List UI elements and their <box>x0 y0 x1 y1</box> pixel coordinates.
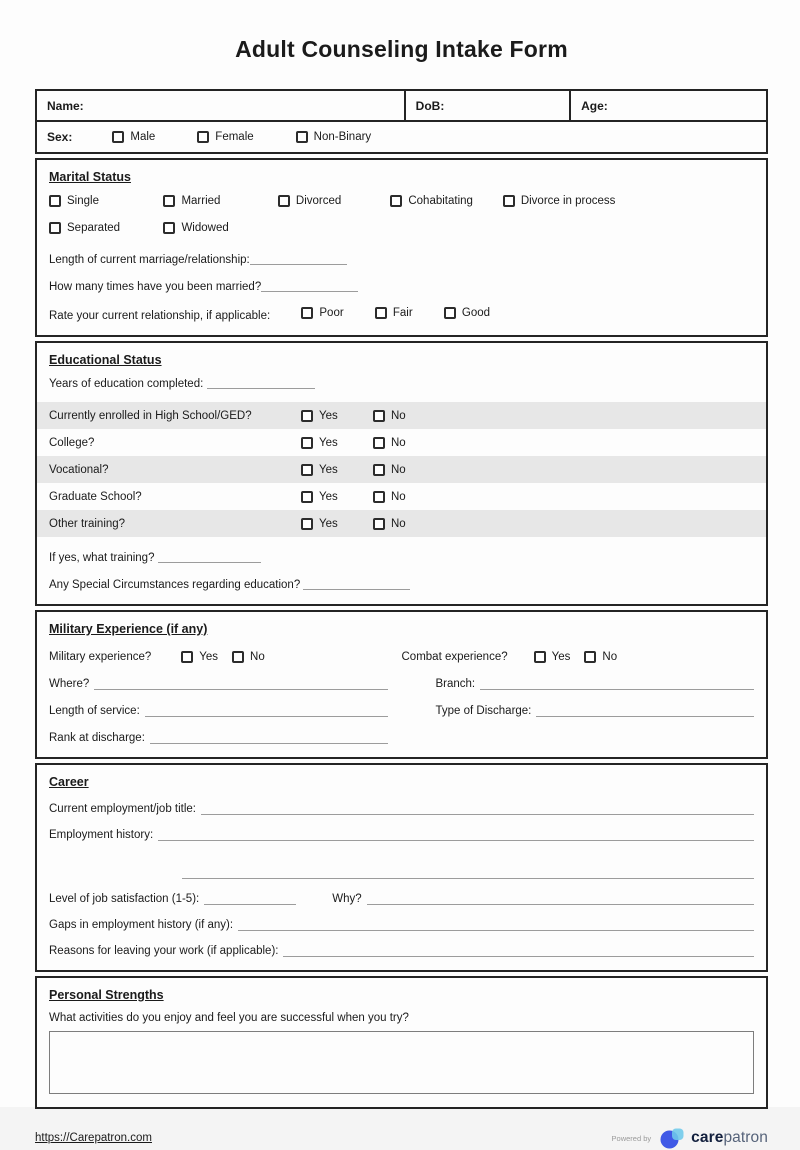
education-row-highschool: Currently enrolled in High School/GED? Yes No <box>37 402 766 429</box>
times-married-field[interactable] <box>261 280 358 292</box>
personal-strengths-section <box>35 976 768 1109</box>
carepatron-logo-icon <box>659 1126 687 1150</box>
relationship-rating-label: Rate your current relationship, if applicable: <box>49 310 271 322</box>
rating-option-fair: Fair <box>375 307 413 319</box>
combat-no-checkbox[interactable] <box>584 651 596 663</box>
where-branch-row <box>49 678 754 690</box>
sex-option-male <box>112 131 155 143</box>
powered-by-block <box>612 1126 768 1150</box>
educational-status-heading: Educational Status <box>49 353 162 367</box>
college-no-checkbox[interactable] <box>373 437 385 449</box>
current-employment-line <box>49 803 754 815</box>
current-employment-label: Current employment/job title: <box>49 803 197 815</box>
times-married-label: How many times have you been married? <box>49 281 262 293</box>
fair-checkbox[interactable] <box>375 307 387 319</box>
marriage-length-line <box>49 253 754 266</box>
graduate-no-checkbox[interactable] <box>373 491 385 503</box>
employment-gaps-line <box>49 919 754 931</box>
discharge-type-label: Type of Discharge: <box>435 705 532 717</box>
career-heading: Career <box>49 775 89 789</box>
strengths-question: What activities do you enjoy and feel you are successful when you try? <box>49 1012 409 1024</box>
special-circumstances-label: Any Special Circumstances regarding education? <box>49 579 301 591</box>
combat-no-option: No <box>584 651 617 663</box>
widowed-checkbox[interactable] <box>163 222 175 234</box>
dob-label: DoB: <box>415 98 445 113</box>
education-row-vocational: Vocational? Yes No <box>37 456 766 483</box>
sex-option-female <box>197 131 253 143</box>
what-training-label: If yes, what training? <box>49 552 155 564</box>
education-row-graduate: Graduate School? Yes No <box>49 490 406 503</box>
marital-status-heading: Marital Status <box>49 170 131 184</box>
years-education-line <box>49 377 754 390</box>
marital-option-divorce-in-process: Divorce in process <box>503 195 616 207</box>
other-training-no-checkbox[interactable] <box>373 518 385 530</box>
military-experience-row <box>49 651 754 663</box>
education-row-other-training: Other training? Yes No <box>37 510 766 537</box>
job-satisfaction-field[interactable] <box>204 893 296 905</box>
rating-option-poor: Poor <box>301 307 343 319</box>
separated-checkbox[interactable] <box>49 222 61 234</box>
powered-by-label: Powered by <box>611 1133 652 1143</box>
military-no-checkbox[interactable] <box>232 651 244 663</box>
leaving-reasons-field[interactable] <box>283 945 754 957</box>
strengths-answer-box[interactable] <box>49 1031 754 1094</box>
carepatron-wordmark: carepatron <box>691 1129 768 1146</box>
military-experience-heading: Military Experience (if any) <box>49 622 208 636</box>
years-education-label: Years of education completed: <box>49 378 204 390</box>
combat-yes-checkbox[interactable] <box>534 651 546 663</box>
sex-label: Sex: <box>47 130 73 144</box>
age-cell[interactable] <box>569 91 766 120</box>
female-checkbox[interactable] <box>197 131 209 143</box>
branch-field[interactable] <box>480 678 754 690</box>
military-experience-label: Military experience? <box>49 651 152 663</box>
where-field[interactable] <box>94 678 387 690</box>
male-label: Male <box>130 131 156 143</box>
divorced-checkbox[interactable] <box>278 195 290 207</box>
years-education-field[interactable] <box>207 377 315 389</box>
identity-row <box>37 91 766 120</box>
why-field[interactable] <box>367 893 754 905</box>
marital-options-row1 <box>49 194 754 212</box>
personal-strengths-heading: Personal Strengths <box>49 988 164 1002</box>
employment-gaps-label: Gaps in employment history (if any): <box>49 919 234 931</box>
male-checkbox[interactable] <box>112 131 124 143</box>
married-checkbox[interactable] <box>163 195 175 207</box>
marital-option-separated: Separated <box>49 222 159 234</box>
highschool-no-checkbox[interactable] <box>373 410 385 422</box>
highschool-yes-checkbox[interactable] <box>301 410 313 422</box>
career-section <box>35 763 768 972</box>
nonbinary-label: Non-Binary <box>313 131 372 143</box>
employment-history-label: Employment history: <box>49 829 154 841</box>
sex-option-nonbinary <box>296 131 372 143</box>
marital-option-divorced: Divorced <box>278 195 386 207</box>
service-discharge-row <box>49 705 754 717</box>
relationship-rating-line <box>49 307 754 322</box>
length-of-service-field[interactable] <box>145 705 388 717</box>
rank-field[interactable] <box>150 732 388 744</box>
female-label: Female <box>215 131 254 143</box>
special-circumstances-line <box>49 578 754 591</box>
rank-label: Rank at discharge: <box>49 732 145 744</box>
other-training-yes-checkbox[interactable] <box>301 518 313 530</box>
what-training-line <box>49 551 754 564</box>
employment-history-line2 <box>182 867 754 879</box>
sex-row <box>37 120 766 152</box>
rank-row <box>49 732 754 744</box>
job-satisfaction-label: Level of job satisfaction (1-5): <box>49 893 200 905</box>
current-employment-field[interactable] <box>201 803 754 815</box>
educational-status-section <box>35 341 768 606</box>
page-title: Adult Counseling Intake Form <box>235 36 568 62</box>
vocational-no-checkbox[interactable] <box>373 464 385 476</box>
leaving-reasons-label: Reasons for leaving your work (if applicable): <box>49 945 279 957</box>
marital-option-widowed: Widowed <box>163 222 273 234</box>
employment-history-field[interactable] <box>158 829 754 841</box>
military-experience-section <box>35 610 768 759</box>
job-satisfaction-line <box>49 893 754 905</box>
vocational-yes-checkbox[interactable] <box>301 464 313 476</box>
nonbinary-checkbox[interactable] <box>296 131 308 143</box>
identity-table <box>35 89 768 154</box>
marital-option-cohabitating: Cohabitating <box>390 195 498 207</box>
what-training-field[interactable] <box>158 551 261 563</box>
name-label: Name: <box>47 98 84 113</box>
military-yes-option: Yes <box>181 651 218 663</box>
good-checkbox[interactable] <box>444 307 456 319</box>
marital-status-section <box>35 158 768 337</box>
marital-options-row2 <box>49 221 754 239</box>
special-circumstances-field[interactable] <box>303 578 410 590</box>
carepatron-link[interactable]: https://Carepatron.com <box>35 1132 152 1144</box>
dob-cell[interactable] <box>404 91 569 120</box>
page-footer <box>35 1126 768 1150</box>
employment-history-line <box>49 829 754 841</box>
graduate-yes-checkbox[interactable] <box>301 491 313 503</box>
college-yes-checkbox[interactable] <box>301 437 313 449</box>
employment-history-field2[interactable] <box>182 867 754 879</box>
combat-yes-option: Yes <box>534 651 571 663</box>
why-label: Why? <box>332 893 362 905</box>
marital-option-single: Single <box>49 195 159 207</box>
times-married-line <box>49 280 754 293</box>
education-row-college: College? Yes No <box>49 436 406 449</box>
combat-experience-label: Combat experience? <box>401 651 508 663</box>
employment-gaps-field[interactable] <box>238 919 754 931</box>
military-no-option: No <box>232 651 265 663</box>
divorce-in-process-checkbox[interactable] <box>503 195 515 207</box>
marriage-length-label: Length of current marriage/relationship: <box>49 254 250 266</box>
discharge-type-field[interactable] <box>536 705 754 717</box>
age-label: Age: <box>581 98 608 113</box>
marital-option-married: Married <box>163 195 273 207</box>
marriage-length-field[interactable] <box>250 253 347 265</box>
leaving-reasons-line <box>49 945 754 957</box>
poor-checkbox[interactable] <box>301 307 313 319</box>
branch-label: Branch: <box>435 678 476 690</box>
where-label: Where? <box>49 678 90 690</box>
name-cell[interactable] <box>37 91 404 120</box>
education-question-rows <box>49 402 754 537</box>
rating-option-good: Good <box>444 307 490 319</box>
length-of-service-label: Length of service: <box>49 705 140 717</box>
cohabitating-checkbox[interactable] <box>390 195 402 207</box>
military-yes-checkbox[interactable] <box>181 651 193 663</box>
single-checkbox[interactable] <box>49 195 61 207</box>
